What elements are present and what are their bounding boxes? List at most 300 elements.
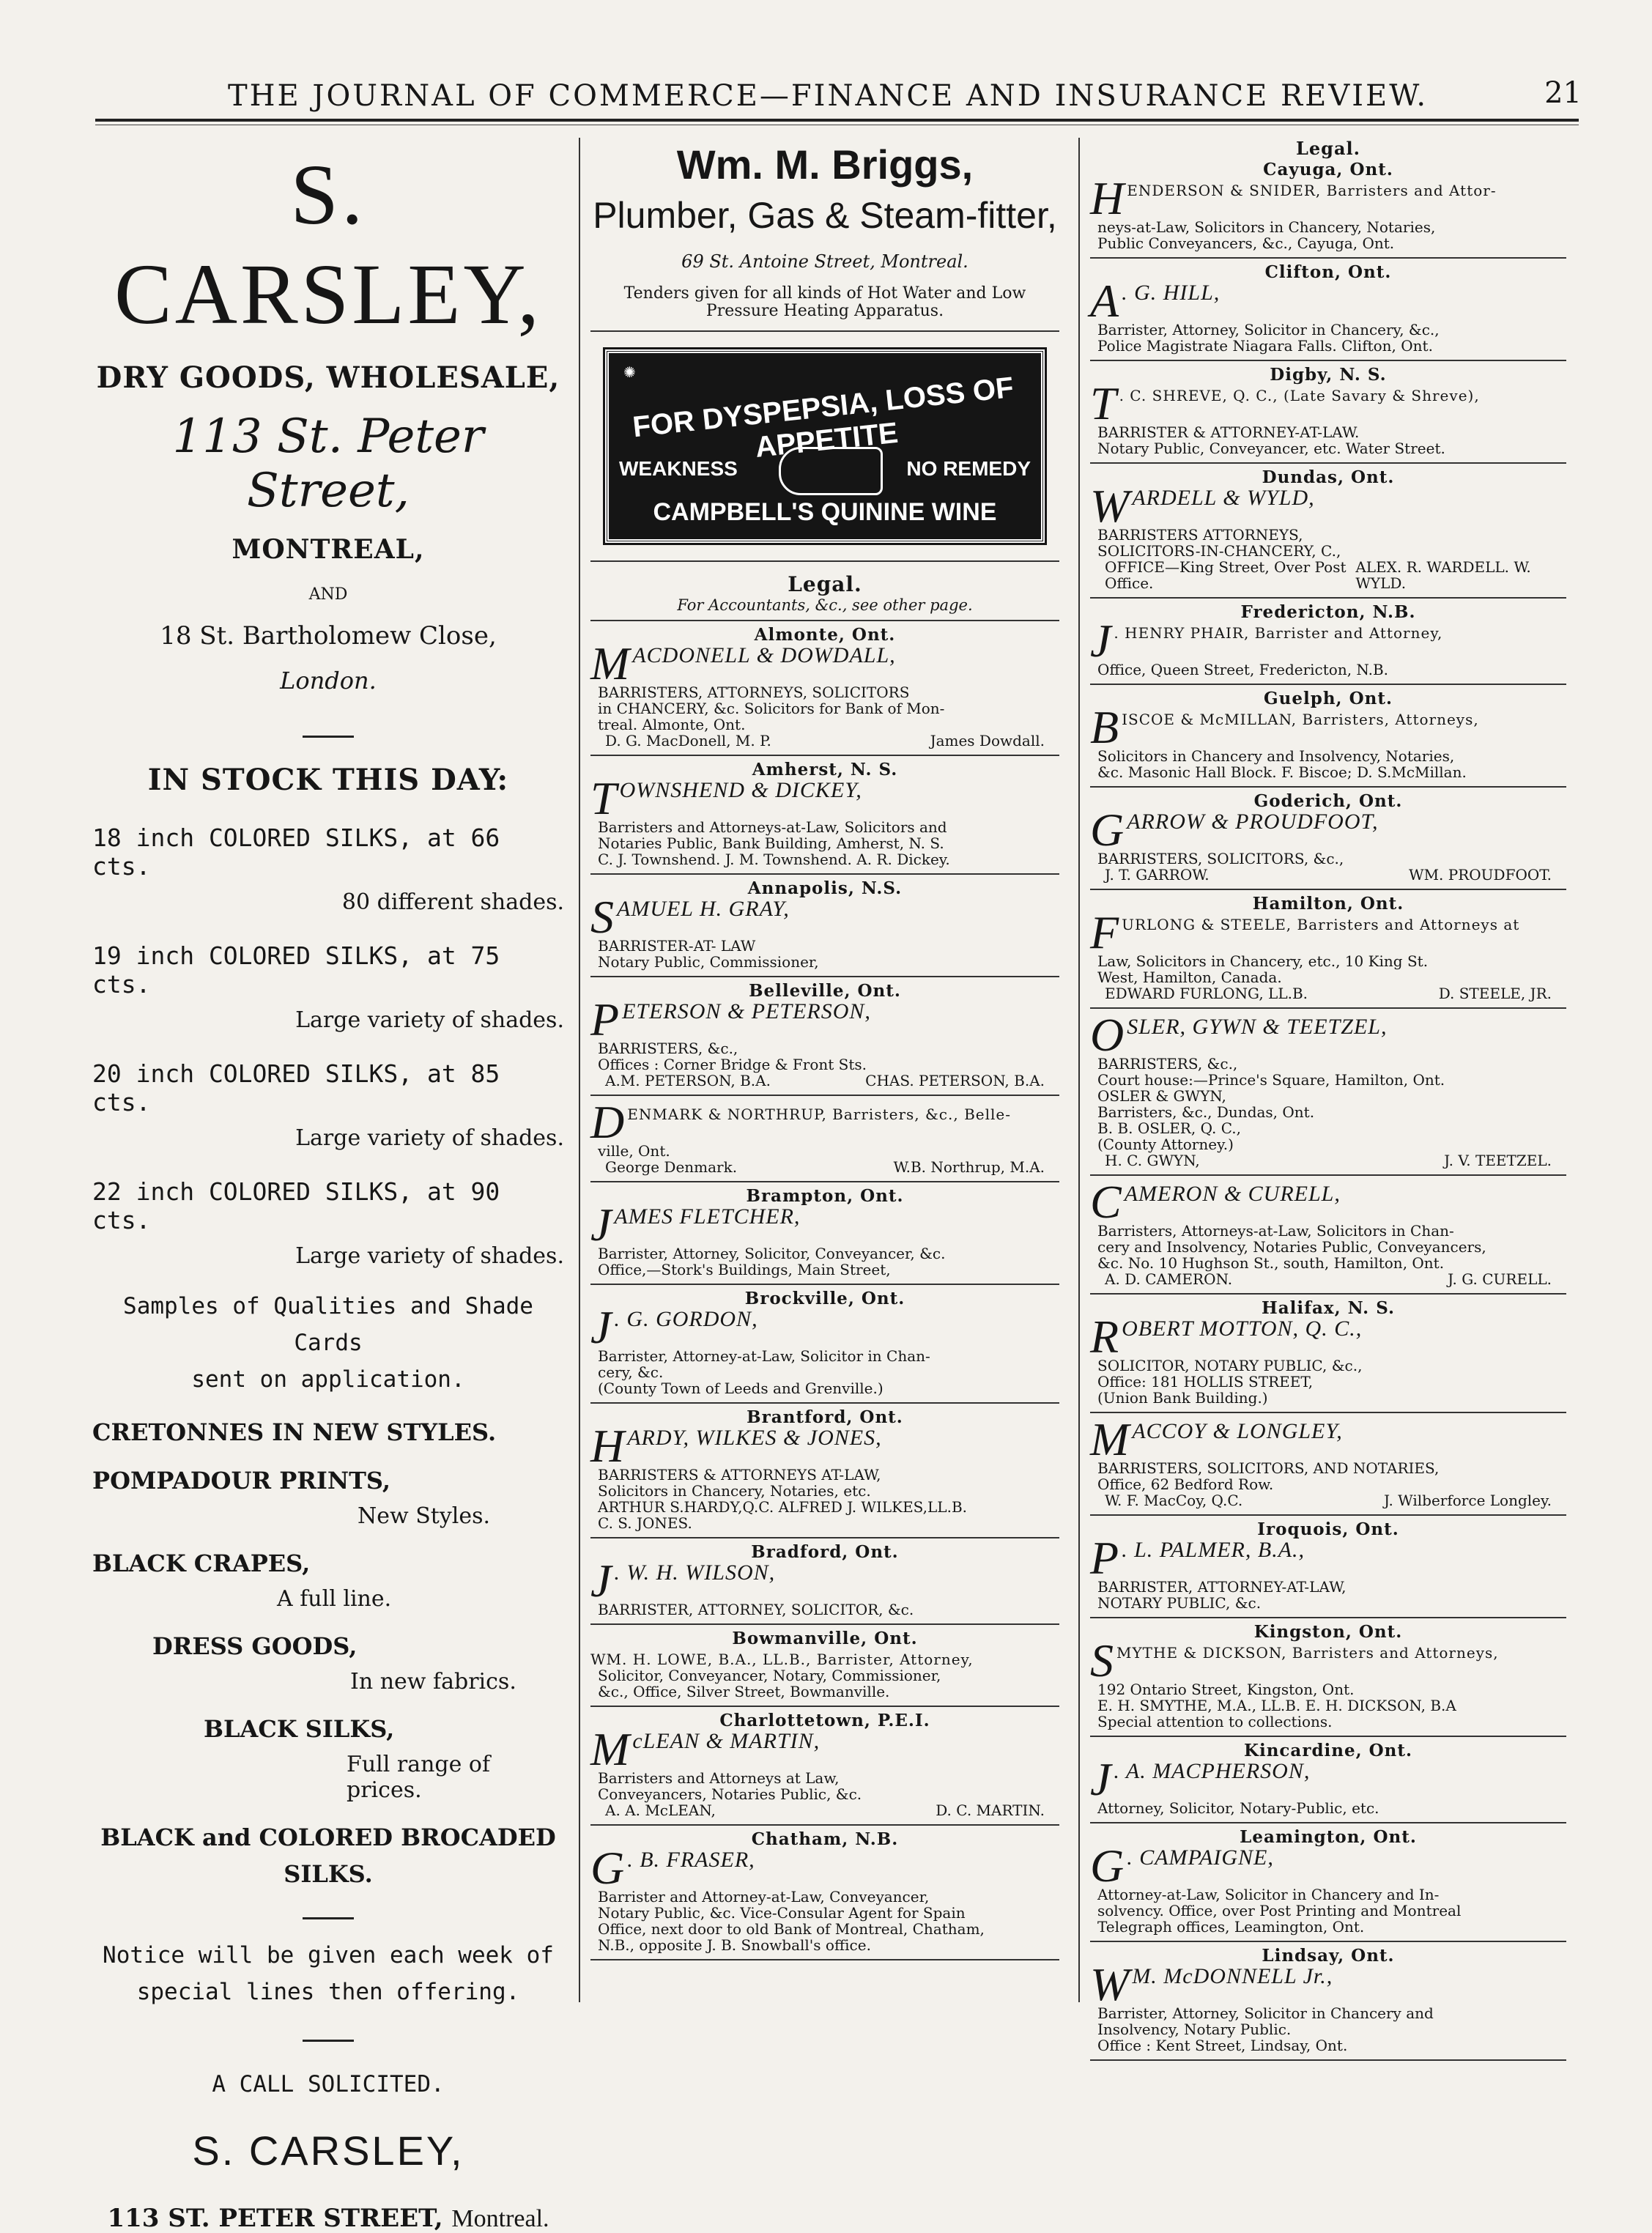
card-firm: WM. H. LOWE, B.A., LL.B., Barrister, Attorney,: [590, 1651, 974, 1668]
card-initial: S: [590, 891, 614, 943]
card-line: (County Attorney.): [1097, 1136, 1234, 1153]
card-line: BARRISTER, ATTORNEY, SOLICITOR, &c.: [598, 1601, 914, 1618]
divider: [1090, 889, 1566, 890]
ad-no-remedy: NO REMEDY: [906, 457, 1031, 480]
card-line: Barristers, &c., Dundas, Ont.: [1097, 1103, 1315, 1121]
card-initial: J: [590, 1199, 612, 1251]
divider: [590, 620, 1059, 621]
card-line: Office, 62 Bedford Row.: [1097, 1475, 1274, 1493]
card-line: Barrister, Attorney, Solicitor in Chancery and: [1097, 2004, 1434, 2022]
crapes-sub: A full line.: [277, 1586, 392, 1612]
card-initial: G: [1090, 804, 1125, 856]
partner-right: ALEX. R. WARDELL. W. WYLD.: [1355, 558, 1531, 592]
card-line: Office : Kent Street, Lindsay, Ont.: [1097, 2037, 1348, 2054]
legal-card: [1090, 1009, 1566, 1176]
card-initial: J: [1090, 1753, 1111, 1805]
divider: [1090, 462, 1566, 464]
footer-city: Montreal.: [451, 2205, 549, 2232]
card-town: Lindsay, Ont.: [1262, 1946, 1395, 1966]
card-heading: [1090, 172, 1566, 224]
card-partners: [590, 1802, 1059, 1818]
card-line: C. S. JONES.: [598, 1514, 692, 1532]
card-firm: cLEAN & MARTIN,: [632, 1729, 821, 1753]
card-line: BARRISTERS, &c.,: [598, 1040, 738, 1057]
partner-right: WM. PROUDFOOT.: [1409, 866, 1552, 884]
card-heading: [590, 993, 1059, 1045]
card-initial: H: [590, 1420, 625, 1472]
partner-left: A.M. PETERSON, B.A.: [605, 1072, 771, 1089]
card-partners: [590, 1159, 1059, 1175]
legal-card: [1090, 162, 1566, 259]
legal-card: [590, 983, 1059, 1096]
card-town: Kincardine, Ont.: [1243, 1741, 1413, 1760]
card-heading: [590, 1199, 1059, 1251]
card-line: N.B., opposite J. B. Snowball's office.: [598, 1936, 871, 1954]
card-line: OSLER & GWYN,: [1097, 1087, 1226, 1105]
card-town: Iroquois, Ont.: [1257, 1519, 1399, 1539]
silk-item: 20 inch COLORED SILKS, at 85 cts.: [92, 1059, 500, 1116]
card-initial: W: [1090, 480, 1130, 532]
card-initial: A: [1090, 275, 1119, 327]
partner-left: EDWARD FURLONG, LL.B.: [1105, 985, 1308, 1002]
legal-card: [1090, 691, 1566, 788]
card-initial: J: [590, 1301, 612, 1353]
card-heading: [590, 1096, 1059, 1148]
card-line: Barrister, Attorney, Solicitor in Chancery, &c.,: [1097, 321, 1440, 338]
card-heading: [590, 1723, 1059, 1775]
card-firm: ARDELL & WYLD,: [1132, 486, 1315, 510]
card-line: Solicitors in Chancery, Notaries, etc.: [598, 1482, 871, 1500]
card-line: Barrister, Attorney-at-Law, Solicitor in Chan-: [598, 1347, 930, 1365]
card-firm: . CAMPAIGNE,: [1127, 1845, 1274, 1870]
divider: [303, 2040, 354, 2042]
pompadour: POMPADOUR PRINTS,: [92, 1467, 390, 1495]
card-line: &c. No. 10 Hughson St., south, Hamilton, Ont.: [1097, 1254, 1445, 1272]
card-line: Barrister and Attorney-at-Law, Conveyancer,: [598, 1888, 930, 1906]
card-heading: [1090, 804, 1566, 856]
silk-shades: Large variety of shades.: [295, 1243, 564, 1269]
card-line: Telegraph offices, Leamington, Ont.: [1097, 1918, 1365, 1936]
legal-cards-right: [1090, 162, 1566, 2061]
card-line: treal. Almonte, Ont.: [598, 716, 746, 733]
card-line: Court house:—Prince's Square, Hamilton, Ont.: [1097, 1071, 1445, 1089]
card-line: Special attention to collections.: [1097, 1713, 1333, 1730]
partner-left: D. G. MacDonell, M. P.: [605, 732, 771, 749]
legal-card: [590, 1829, 1059, 1960]
divider: [1090, 1617, 1566, 1618]
card-heading: [1090, 1958, 1566, 2010]
card-line: Police Magistrate Niagara Falls. Clifton, Ont.: [1097, 337, 1433, 355]
carsley-london-address: 18 St. Bartholomew Close,: [160, 621, 497, 651]
card-line: Public Conveyancers, &c., Cayuga, Ont.: [1097, 234, 1395, 252]
legal-card: [1090, 1624, 1566, 1737]
card-town: Clifton, Ont.: [1264, 262, 1392, 282]
cretonnes: CRETONNES IN NEW STYLES.: [92, 1418, 497, 1446]
carsley-london: London.: [280, 667, 377, 695]
card-heading: [1090, 480, 1566, 532]
legal-card: [590, 1631, 1059, 1707]
carsley-street: 113 St. Peter Street,: [172, 410, 484, 518]
card-line: BARRISTER-AT- LAW: [598, 937, 756, 955]
divider: [590, 755, 1059, 756]
divider: [1090, 1293, 1566, 1295]
card-heading: [590, 1647, 1059, 1667]
card-line: Barristers and Attorneys-at-Law, Solicitors and: [598, 818, 947, 836]
card-town: Bradford, Ont.: [751, 1542, 899, 1562]
divider: [303, 1917, 354, 1919]
card-line: Notary Public, Commissioner,: [598, 953, 819, 971]
card-town: Dundas, Ont.: [1262, 467, 1395, 487]
column-right: [1078, 138, 1577, 2054]
card-initial: P: [1090, 1532, 1119, 1584]
card-line: ville, Ont.: [598, 1142, 670, 1160]
silk-shades: 80 different shades.: [341, 889, 564, 915]
divider: [590, 1181, 1059, 1182]
briggs-address: 69 St. Antoine Street, Montreal.: [681, 251, 968, 272]
card-line: &c., Office, Silver Street, Bowmanville.: [598, 1683, 890, 1700]
partner-right: D. STEELE, JR.: [1438, 985, 1552, 1002]
card-line: BARRISTERS, &c.,: [1097, 1055, 1238, 1073]
column-middle: [579, 138, 1070, 2002]
samples-line-2: sent on application.: [191, 1366, 465, 1393]
card-initial: J: [1090, 615, 1111, 667]
bottle-icon: [779, 447, 883, 495]
partner-right: J. G. CURELL.: [1448, 1270, 1552, 1288]
divider: [1090, 1514, 1566, 1516]
carsley-footer-name: S. CARSLEY,: [192, 2128, 464, 2174]
card-line: Notary Public, Conveyancer, etc. Water Street.: [1097, 440, 1445, 457]
card-initial: M: [590, 1723, 630, 1775]
notice-line-1: Notice will be given each week of: [103, 1942, 554, 1969]
card-initial: G: [590, 1842, 625, 1894]
card-heading: [590, 772, 1059, 824]
legal-card: [1090, 1176, 1566, 1295]
quinine-wine-advert: [605, 349, 1045, 543]
card-line: BARRISTERS, SOLICITORS, &c.,: [1097, 850, 1344, 867]
card-line: cery and Insolvency, Notaries Public, Conveyancers,: [1097, 1238, 1486, 1256]
card-town: Kingston, Ont.: [1253, 1622, 1403, 1642]
legal-card: [1090, 1413, 1566, 1516]
card-initial: W: [1090, 1958, 1130, 2010]
legal-card: [590, 1544, 1059, 1625]
card-line: Attorney, Solicitor, Notary-Public, etc.: [1097, 1799, 1379, 1817]
card-initial: M: [590, 637, 630, 689]
card-partners: [1090, 1152, 1566, 1169]
card-line: Insolvency, Notary Public.: [1097, 2021, 1292, 2038]
card-firm: SLER, GYWN & TEETZEL,: [1127, 1015, 1388, 1039]
card-town: Leamington, Ont.: [1240, 1827, 1417, 1847]
dress-goods: DRESS GOODS,: [152, 1632, 358, 1660]
card-initial: R: [1090, 1311, 1119, 1363]
notice: [86, 1937, 570, 2010]
card-heading: [1090, 377, 1566, 429]
journal-header: THE JOURNAL OF COMMERCE—FINANCE AND INSURANCE REVIEW.: [227, 79, 1429, 113]
card-firm: OWNSHEND & DICKEY,: [619, 778, 862, 802]
card-line: cery, &c.: [598, 1363, 664, 1381]
partner-right: J. V. TEETZEL.: [1444, 1152, 1552, 1169]
legal-card: [1090, 793, 1566, 890]
card-line: &c. Masonic Hall Block. F. Biscoe; D. S.McMillan.: [1097, 763, 1467, 781]
divider: [590, 560, 1059, 562]
carsley-advert: [86, 138, 570, 2233]
card-heading: [1090, 906, 1566, 958]
brocaded-line-1: BLACK and COLORED BROCADED: [100, 1823, 556, 1851]
legal-card: [590, 1407, 1059, 1538]
divider: [303, 736, 354, 738]
ad-brand: CAMPBELL'S QUININE WINE: [653, 498, 997, 526]
divider: [1090, 1822, 1566, 1823]
divider: [590, 1095, 1059, 1096]
card-initial: H: [1090, 172, 1125, 224]
legal-cards-middle: [590, 627, 1059, 1960]
divider: [590, 1284, 1059, 1285]
legal-title-right: Legal.: [1296, 138, 1360, 159]
card-heading: [1090, 275, 1566, 327]
card-firm: ARROW & PROUDFOOT,: [1127, 810, 1379, 834]
divider: [1090, 2059, 1566, 2061]
card-firm: . A. MACPHERSON,: [1114, 1759, 1311, 1783]
card-line: SOLICITOR, NOTARY PUBLIC, &c.,: [1097, 1357, 1363, 1374]
card-line: Solicitor, Conveyancer, Notary, Commissioner,: [598, 1667, 941, 1684]
legal-card: [1090, 1829, 1566, 1942]
card-heading: [1090, 1311, 1566, 1363]
divider: [1090, 360, 1566, 361]
card-initial: F: [1090, 906, 1119, 958]
card-line: Notaries Public, Bank Building, Amherst, N. S.: [598, 834, 944, 852]
card-heading: [590, 1301, 1059, 1353]
card-firm: . G. GORDON,: [614, 1307, 758, 1331]
page-number: 21: [1544, 76, 1582, 110]
card-heading: [1090, 701, 1566, 753]
partner-right: CHAS. PETERSON, B.A.: [865, 1072, 1045, 1089]
partner-left: J. T. GARROW.: [1105, 866, 1210, 884]
card-firm: ENMARK & NORTHRUP, Barristers, &c., Belle-: [627, 1106, 1011, 1123]
card-heading: [590, 1420, 1059, 1472]
card-firm: AMERON & CURELL,: [1124, 1182, 1341, 1206]
card-firm: ETERSON & PETERSON,: [622, 999, 871, 1023]
card-line: BARRISTER, ATTORNEY-AT-LAW,: [1097, 1578, 1347, 1596]
legal-title: Legal.: [788, 572, 862, 596]
carsley-business: DRY GOODS, WHOLESALE,: [96, 360, 560, 395]
card-town: Annapolis, N.S.: [747, 878, 903, 898]
divider: [1090, 1941, 1566, 1942]
samples-line-1: Samples of Qualities and Shade Cards: [123, 1293, 533, 1356]
card-firm: MYTHE & DICKSON, Barristers and Attorneys,: [1116, 1644, 1499, 1662]
carsley-city: MONTREAL,: [231, 534, 425, 565]
legal-card: [1090, 1300, 1566, 1413]
card-line: Barristers and Attorneys at Law,: [598, 1769, 840, 1787]
stock-heading: IN STOCK THIS DAY:: [147, 763, 509, 797]
card-line: Barrister, Attorney, Solicitor, Conveyancer, &c.: [598, 1245, 946, 1262]
card-heading: [1090, 1840, 1566, 1892]
silk-item: 18 inch COLORED SILKS, at 66 cts.: [92, 823, 500, 881]
header-rule: [95, 119, 1579, 122]
card-line: 192 Ontario Street, Kingston, Ont.: [1097, 1681, 1355, 1698]
card-line: Office, Queen Street, Fredericton, N.B.: [1097, 661, 1389, 678]
card-partners: [590, 733, 1059, 749]
divider: [590, 330, 1059, 332]
card-line: BARRISTERS, ATTORNEYS, SOLICITORS: [598, 684, 910, 701]
silk-item: 19 inch COLORED SILKS, at 75 cts.: [92, 941, 500, 999]
partner-left: H. C. GWYN,: [1105, 1152, 1200, 1169]
samples-note: [86, 1288, 570, 1398]
partner-left: A. D. CAMERON.: [1105, 1270, 1233, 1288]
card-town: Hamilton, Ont.: [1252, 894, 1404, 914]
card-line: NOTARY PUBLIC, &c.: [1097, 1594, 1262, 1612]
tender-line-1: Tenders given for all kinds of Hot Water and Low: [623, 284, 1026, 303]
briggs-name: Wm. M. Briggs,: [676, 141, 974, 188]
card-firm: . B. FRASER,: [627, 1848, 755, 1872]
card-line: Conveyancers, Notaries Public, &c.: [598, 1785, 862, 1803]
card-line: BARRISTERS ATTORNEYS,: [1097, 526, 1303, 544]
card-initial: O: [1090, 1009, 1125, 1061]
ad-headline: FOR DYSPEPSIA, LOSS OF APPETITE: [631, 371, 1015, 464]
card-line: B. B. OSLER, Q. C.,: [1097, 1119, 1241, 1137]
legal-card: [590, 762, 1059, 875]
card-initial: J: [590, 1555, 612, 1607]
legal-card: [1090, 367, 1566, 464]
partner-left: W. F. MacCoy, Q.C.: [1105, 1492, 1243, 1509]
divider: [590, 1623, 1059, 1625]
tender-line-2: Pressure Heating Apparatus.: [705, 302, 944, 320]
divider: [1090, 597, 1566, 599]
card-firm: ISCOE & McMILLAN, Barristers, Attorneys,: [1122, 711, 1479, 728]
card-line: Office: 181 HOLLIS STREET,: [1097, 1373, 1314, 1390]
briggs-tender: [590, 285, 1059, 320]
card-town: Fredericton, N.B.: [1240, 602, 1416, 622]
card-initial: B: [1090, 701, 1119, 753]
partner-right: W.B. Northrup, M.A.: [893, 1158, 1045, 1176]
legal-card: [1090, 467, 1566, 599]
card-line: West, Hamilton, Canada.: [1097, 969, 1282, 986]
partner-right: D. C. MARTIN.: [936, 1801, 1045, 1819]
legal-card: [590, 1096, 1059, 1182]
card-line: Office, next door to old Bank of Montreal, Chatham,: [598, 1920, 985, 1938]
card-line: (Union Bank Building.): [1097, 1389, 1268, 1407]
black-silks-sub: Full range of prices.: [347, 1752, 491, 1803]
card-partners: [1090, 1492, 1566, 1508]
card-firm: ACCOY & LONGLEY,: [1132, 1419, 1343, 1443]
silk-list: [86, 823, 570, 1269]
legal-card: [1090, 1948, 1566, 2061]
divider: [590, 976, 1059, 977]
divider: [1090, 1174, 1566, 1176]
card-town: Guelph, Ont.: [1264, 689, 1393, 708]
card-town: Halifax, N. S.: [1262, 1298, 1395, 1318]
divider: [590, 1537, 1059, 1538]
carsley-name: S. CARSLEY,: [114, 147, 542, 342]
legal-card: [590, 1188, 1059, 1285]
card-initial: T: [590, 772, 617, 824]
card-town: Cayuga, Ont.: [1263, 160, 1393, 179]
card-firm: ACDONELL & DOWDALL,: [632, 643, 896, 667]
card-firm: AMES FLETCHER,: [614, 1204, 801, 1229]
partner-left: OFFICE—King Street, Over Post Office.: [1105, 558, 1347, 592]
card-town: Almonte, Ont.: [754, 625, 896, 645]
silk-shades: Large variety of shades.: [295, 1125, 564, 1151]
card-line: C. J. Townshend. J. M. Townshend. A. R. Dickey.: [598, 851, 950, 868]
silk-item: 22 inch COLORED SILKS, at 90 cts.: [92, 1177, 500, 1234]
card-heading: [1090, 1413, 1566, 1465]
card-line: ARTHUR S.HARDY,Q.C. ALFRED J. WILKES,LL.B.: [598, 1498, 968, 1516]
black-silks: BLACK SILKS,: [204, 1715, 395, 1743]
divider: [1090, 257, 1566, 259]
card-town: Amherst, N. S.: [752, 760, 898, 779]
card-line: SOLICITORS-IN-CHANCERY, C.,: [1097, 542, 1341, 560]
card-firm: . C. SHREVE, Q. C., (Late Savary & Shreve),: [1119, 387, 1480, 404]
card-heading: [1090, 1634, 1566, 1686]
card-heading: [590, 891, 1059, 943]
divider: [590, 1824, 1059, 1826]
legal-card: [590, 627, 1059, 756]
card-firm: AMUEL H. GRAY,: [617, 897, 790, 921]
briggs-trade: Plumber, Gas & Steam-fitter,: [593, 195, 1057, 236]
dress-goods-sub: In new fabrics.: [350, 1669, 516, 1695]
card-line: BARRISTERS, SOLICITORS, AND NOTARIES,: [1097, 1459, 1440, 1477]
card-line: neys-at-Law, Solicitors in Chancery, Notaries,: [1097, 218, 1436, 236]
card-initial: G: [1090, 1840, 1125, 1892]
legal-card: [1090, 604, 1566, 685]
notice-line-2: special lines then offering.: [136, 1979, 520, 2005]
card-firm: ARDY, WILKES & JONES,: [627, 1426, 882, 1450]
legal-card: [1090, 1743, 1566, 1823]
card-town: Brockville, Ont.: [744, 1289, 905, 1308]
card-firm: OBERT MOTTON, Q. C.,: [1122, 1317, 1363, 1341]
divider: [1090, 786, 1566, 788]
card-line: Attorney-at-Law, Solicitor in Chancery and In-: [1097, 1886, 1440, 1903]
card-town: Charlottetown, P.E.I.: [719, 1711, 930, 1730]
card-heading: [1090, 1009, 1566, 1061]
card-town: Bowmanville, Ont.: [732, 1629, 918, 1648]
silk-shades: Large variety of shades.: [295, 1007, 564, 1033]
legal-card: [1090, 896, 1566, 1009]
divider: [590, 1959, 1059, 1960]
card-line: Solicitors in Chancery and Insolvency, Notaries,: [1097, 747, 1455, 765]
card-firm: . G. HILL,: [1122, 281, 1221, 305]
divider: [590, 1402, 1059, 1404]
card-line: Notary Public, &c. Vice-Consular Agent for Spain: [598, 1904, 966, 1922]
card-town: Chatham, N.B.: [751, 1829, 899, 1849]
carsley-footer-address: [86, 2204, 570, 2233]
partner-left: A. A. McLEAN,: [605, 1801, 716, 1819]
legal-card: [590, 1713, 1059, 1826]
card-town: Belleville, Ont.: [749, 981, 901, 1001]
card-partners: [1090, 985, 1566, 1001]
card-firm: URLONG & STEELE, Barristers and Attorneys at: [1122, 916, 1520, 933]
card-heading: [1090, 1176, 1566, 1228]
card-initial: T: [1090, 377, 1116, 429]
card-heading: [590, 1842, 1059, 1894]
divider: [1090, 1412, 1566, 1413]
card-line: Office,—Stork's Buildings, Main Street,: [598, 1261, 891, 1278]
card-line: Offices : Corner Bridge & Front Sts.: [598, 1056, 867, 1073]
partner-right: James Dowdall.: [930, 732, 1045, 749]
divider: [590, 1706, 1059, 1707]
card-initial: P: [590, 993, 620, 1045]
ad-weakness: WEAKNESS: [619, 457, 738, 480]
legal-card: [590, 1291, 1059, 1404]
sunburst-icon: ✺: [623, 363, 636, 381]
card-firm: . W. H. WILSON,: [614, 1560, 776, 1585]
card-firm: ENDERSON & SNIDER, Barristers and Attor-: [1127, 182, 1497, 199]
card-line: Law, Solicitors in Chancery, etc., 10 King St.: [1097, 952, 1429, 970]
card-line: E. H. SMYTHE, M.A., LL.B. E. H. DICKSON, B.A: [1097, 1697, 1456, 1714]
divider: [1090, 1007, 1566, 1009]
card-heading: [1090, 1532, 1566, 1584]
card-line: in CHANCERY, &c. Solicitors for Bank of Mon-: [598, 700, 945, 717]
divider: [590, 873, 1059, 875]
card-town: Brampton, Ont.: [746, 1186, 904, 1206]
